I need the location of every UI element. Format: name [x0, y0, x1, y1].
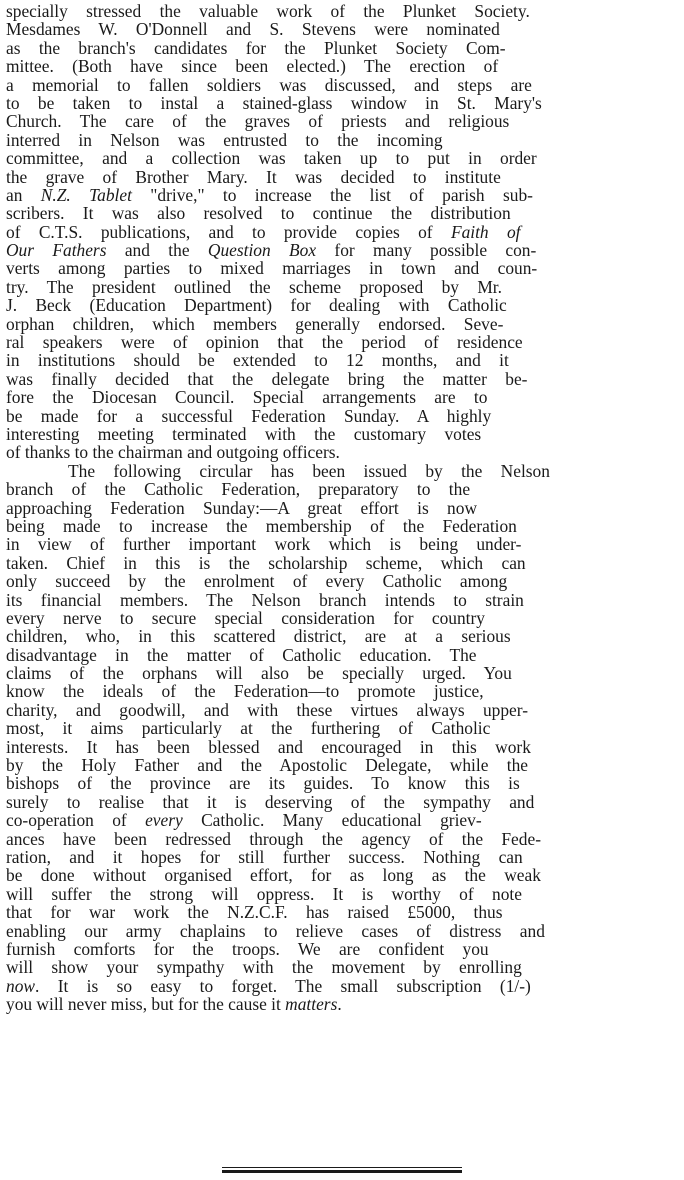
italic-title: Faith of	[450, 221, 521, 242]
text-line: will suffer the strong will oppress. It is worthy of note	[6, 883, 522, 904]
text-segment: you will never miss, but for the cause it	[6, 994, 286, 1015]
text-line: will show your sympathy with the movement by enrolling	[6, 957, 522, 978]
paragraph-federation-circular	[6, 462, 680, 1014]
text-line: disadvantage in the matter of Catholic education. The	[6, 644, 477, 665]
end-of-article-rule	[222, 1167, 462, 1173]
text-segment: Catholic. Many educational griev-	[182, 810, 482, 831]
text-segment: for many possible con-	[316, 240, 537, 261]
text-line: interred in Nelson was entrusted to the incoming	[6, 129, 443, 150]
text-line: know the ideals of the Federation—to promote justice,	[6, 681, 484, 702]
text-segment: "drive," to increase the list of parish sub-	[131, 184, 533, 205]
rule-thin-line	[222, 1167, 462, 1168]
text-line: interesting meeting terminated with the customary votes	[6, 423, 482, 444]
article-column	[6, 2, 680, 1013]
text-line	[6, 977, 680, 995]
text-line	[6, 811, 680, 829]
text-line: as the branch's candidates for the Plunket Society Com-	[6, 37, 506, 58]
text-line: charity, and goodwill, and with these virtues always upper-	[6, 699, 528, 720]
text-line: interests. It has been blessed and encouraged in this work	[6, 736, 531, 757]
text-segment: of C.T.S. publications, and to provide copies of	[6, 221, 451, 242]
text-segment: .	[337, 994, 342, 1015]
text-line	[6, 995, 680, 1013]
text-line	[6, 241, 680, 259]
text-line: scribers. It was also resolved to continue the distribution	[6, 203, 511, 224]
text-line: being made to increase the membership of the Federation	[6, 515, 517, 536]
text-line: children, who, in this scattered district, are at a serious	[6, 626, 511, 647]
italic-title: N.Z. Tablet	[40, 184, 132, 205]
text-line: specially stressed the valuable work of the Plunket Society.	[6, 1, 530, 21]
text-line: Church. The care of the graves of priests and religious	[6, 111, 510, 132]
text-line: taken. Chief in this is the scholarship scheme, which can	[6, 552, 526, 573]
text-segment: and the	[106, 240, 208, 261]
text-line: the grave of Brother Mary. It was decided to institute	[6, 166, 501, 187]
text-segment: . It is so easy to forget. The small subscription (1/-)	[35, 975, 531, 996]
text-line: orphan children, which members generally endorsed. Seve-	[6, 313, 504, 334]
text-line: a memorial to fallen soldiers was discussed, and steps are	[6, 74, 532, 95]
text-line: to be taken to instal a stained-glass window in St. Mary's	[6, 92, 542, 113]
text-line: that for war work the N.Z.C.F. has raised £5000, thus	[6, 902, 503, 923]
text-line: its financial members. The Nelson branch intends to strain	[6, 589, 524, 610]
text-line: ances have been redressed through the agency of the Fede-	[6, 828, 541, 849]
text-line: approaching Federation Sunday:—A great effort is now	[6, 497, 478, 518]
text-line: be made for a successful Federation Sunday. A highly	[6, 405, 492, 426]
text-line: fore the Diocesan Council. Special arrangements are to	[6, 387, 488, 408]
italic-title: now	[6, 975, 35, 996]
italic-title: Question Box	[207, 240, 317, 261]
text-line: in institutions should be extended to 12 months, and it	[6, 350, 509, 371]
text-line: Mesdames W. O'Donnell and S. Stevens were nominated	[6, 19, 500, 40]
text-line: J. Beck (Education Department) for dealing with Catholic	[6, 295, 507, 316]
text-line: furnish comforts for the troops. We are confident you	[6, 938, 489, 959]
italic-title: matters	[285, 994, 338, 1015]
text-line: committee, and a collection was taken up to put in order	[6, 148, 537, 169]
text-line: try. The president outlined the scheme proposed by Mr.	[6, 276, 502, 297]
text-line: claims of the orphans will also be specially urged. You	[6, 663, 512, 684]
italic-title: Our Fathers	[6, 240, 107, 261]
text-line: bishops of the province are its guides. To know this is	[6, 773, 520, 794]
text-line: branch of the Catholic Federation, preparatory to the	[6, 479, 471, 500]
italic-title: every	[145, 810, 183, 831]
text-line: enabling our army chaplains to relieve cases of distress and	[6, 920, 545, 941]
text-line: only succeed by the enrolment of every Catholic among	[6, 571, 508, 592]
text-line	[6, 223, 680, 241]
text-line: by the Holy Father and the Apostolic Delegate, while the	[6, 755, 529, 776]
paragraph-federation-meeting	[6, 2, 680, 462]
text-line: in view of further important work which is being under-	[6, 534, 522, 555]
text-segment: an	[6, 184, 41, 205]
text-line: of thanks to the chairman and outgoing officers.	[6, 442, 340, 463]
text-line: every nerve to secure special consideration for country	[6, 607, 485, 628]
text-line: be done without organised effort, for as long as the weak	[6, 865, 541, 886]
text-line	[6, 186, 680, 204]
text-line: surely to realise that it is deserving of the sympathy and	[6, 791, 535, 812]
text-line: verts among parties to mixed marriages in town and coun-	[6, 258, 538, 279]
text-line: mittee. (Both have since been elected.) The erection of	[6, 56, 499, 77]
text-segment: co-operation of	[6, 810, 146, 831]
text-line: was finally decided that the delegate bring the matter be-	[6, 368, 528, 389]
text-line: ral speakers were of opinion that the period of residence	[6, 332, 523, 353]
text-line: most, it aims particularly at the furthering of Catholic	[6, 718, 491, 739]
rule-thick-line	[222, 1170, 462, 1173]
text-line: ration, and it hopes for still further success. Nothing can	[6, 846, 523, 867]
text-line: The following circular has been issued by the Nelson	[68, 460, 550, 481]
